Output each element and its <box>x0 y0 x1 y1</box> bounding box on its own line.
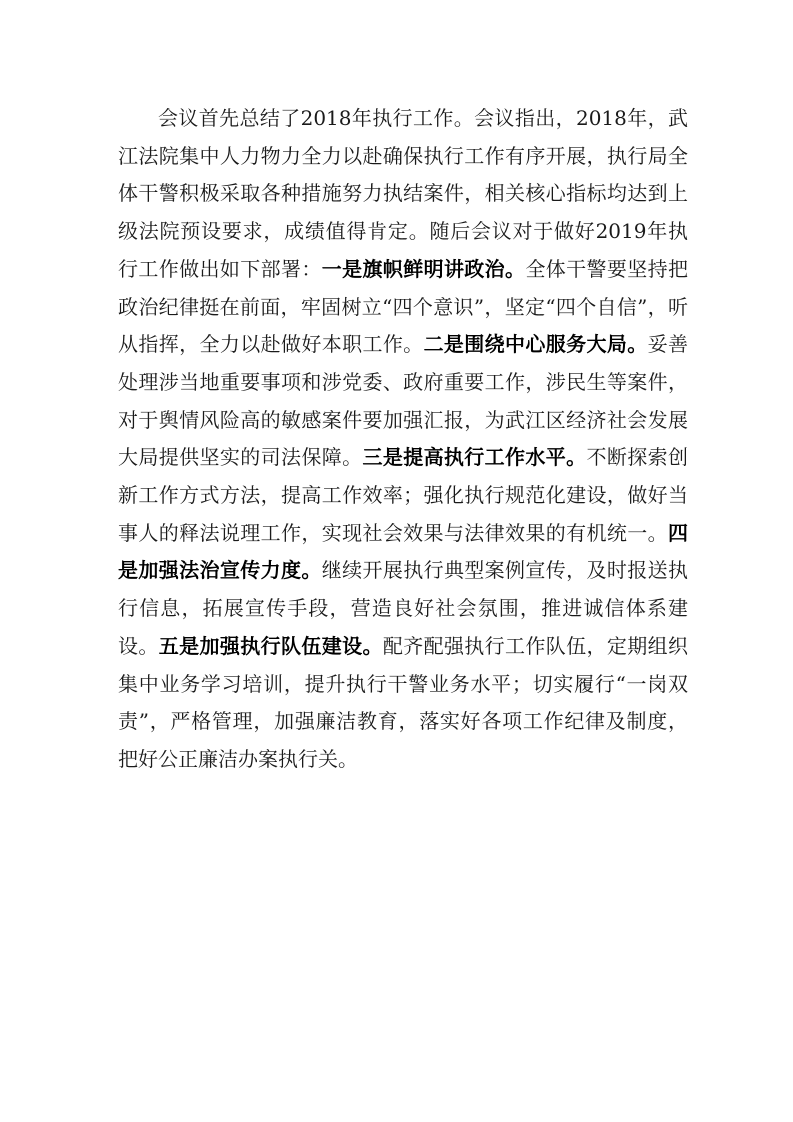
point-3-body: 不断探索创新工作方式方法，提高工作效率；强化执行规范化建设，做好当事人的释法说理工作，实现社会效果与法律效果的有机统一。 <box>118 445 689 545</box>
body-paragraph <box>118 100 688 779</box>
point-2-body: 妥善处理涉当地重要事项和涉党委、政府重要工作，涉民生等案件，对于舆情风险高的敏感案件要加强汇报，为武江区经济社会发展大局提供坚实的司法保障。 <box>118 332 689 470</box>
point-1-title: 一是旗帜鲜明讲政治。 <box>321 256 526 281</box>
point-2-title: 二是围绕中心服务大局。 <box>423 332 648 357</box>
point-5-title: 五是加强执行队伍建设。 <box>158 633 383 658</box>
point-4-body: 继续开展执行典型案例宣传，及时报送执行信息，拓展宣传手段，营造良好社会氛围，推进诚信体系建设。 <box>118 558 689 658</box>
paragraph-intro: 会议首先总结了2018年执行工作。会议指出，2018年，武江法院集中人力物力全力以赴确保执行工作有序开展，执行局全体干警积极采取各种措施努力执结案件，相关核心指标均达到上级法院预设要求，成绩值得肯定。随后会议对于做好2019年执行工作做出如下部署： <box>118 106 688 281</box>
point-3-title: 三是提高执行工作水平。 <box>362 445 587 470</box>
point-5-body: 配齐配强执行工作队伍，定期组织集中业务学习培训，提升执行干警业务水平；切实履行“一岗双责”，严格管理，加强廉洁教育，落实好各项工作纪律及制度，把好公正廉洁办案执行关。 <box>118 633 689 771</box>
point-1-body: 全体干警要坚持把政治纪律挺在前面，牢固树立“四个意识”，坚定“四个自信”，听从指挥，全力以赴做好本职工作。 <box>118 256 689 357</box>
point-4-title: 四是加强法治宣传力度。 <box>118 520 688 583</box>
